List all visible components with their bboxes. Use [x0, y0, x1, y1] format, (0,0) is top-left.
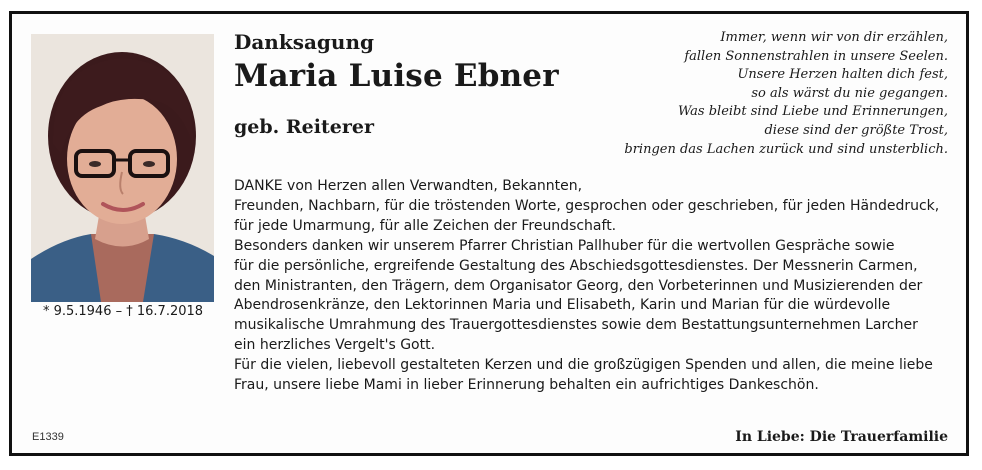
- body-line: Besonders danken wir unserem Pfarrer Christian Pallhuber für die wertvollen Gespräche sowie: [234, 237, 895, 254]
- poem: [588, 29, 948, 159]
- body-line: für jede Umarmung, für alle Zeichen der Freundschaft.: [234, 217, 617, 234]
- poem-line: Unsere Herzen halten dich fest,: [737, 67, 948, 83]
- poem-line: fallen Sonnenstrahlen in unsere Seelen.: [684, 48, 948, 64]
- portrait-photo: [31, 34, 214, 302]
- body-line: DANKE von Herzen allen Verwandten, Bekannten,: [234, 178, 583, 194]
- body-line: Freunden, Nachbarn, für die tröstenden Worte, gesprochen oder geschrieben, für jeden Händedruck,: [234, 197, 940, 214]
- signature: In Liebe: Die Trauerfamilie: [735, 429, 948, 445]
- maiden-name: geb. Reiterer: [234, 116, 374, 138]
- body-line: Frau, unsere liebe Mami in lieber Erinnerung behalten ein aufrichtiges Dankeschön.: [234, 377, 819, 394]
- body-line: ein herzliches Vergelt's Gott.: [234, 337, 436, 354]
- body-line: für die persönliche, ergreifende Gestaltung des Abschiedsgottesdienstes. Der Messnerin Carmen,: [234, 257, 918, 274]
- body-line: Für die vielen, liebevoll gestalteten Kerzen und die großzügigen Spenden und allen, die meine liebe: [234, 357, 933, 374]
- poem-line: so als wärst du nie gegangen.: [751, 85, 948, 101]
- poem-line: diese sind der größte Trost,: [764, 122, 948, 138]
- poem-line: Immer, wenn wir von dir erzählen,: [720, 30, 948, 45]
- body-line: den Ministranten, den Trägern, dem Organisator Georg, den Vorbeterinnen und Musizierenden der: [234, 277, 923, 294]
- poem-line: bringen das Lachen zurück und sind unsterblich.: [624, 141, 948, 157]
- body-line: musikalische Umrahmung des Trauergottesdienstes sowie dem Bestattungsunternehmen Larcher: [234, 317, 918, 334]
- poem-line: Was bleibt sind Liebe und Erinnerungen,: [677, 104, 948, 120]
- thanks-text: [234, 177, 960, 396]
- body-line: Abendrosenkränze, den Lektorinnen Maria und Elisabeth, Karin und Marian für die würdevolle: [234, 297, 891, 314]
- notice-heading: Danksagung: [234, 30, 374, 54]
- notice-code: E1339: [32, 431, 64, 443]
- deceased-name: Maria Luise Ebner: [234, 58, 559, 94]
- life-dates: * 9.5.1946 – † 16.7.2018: [42, 304, 204, 319]
- obituary-frame: [9, 11, 969, 456]
